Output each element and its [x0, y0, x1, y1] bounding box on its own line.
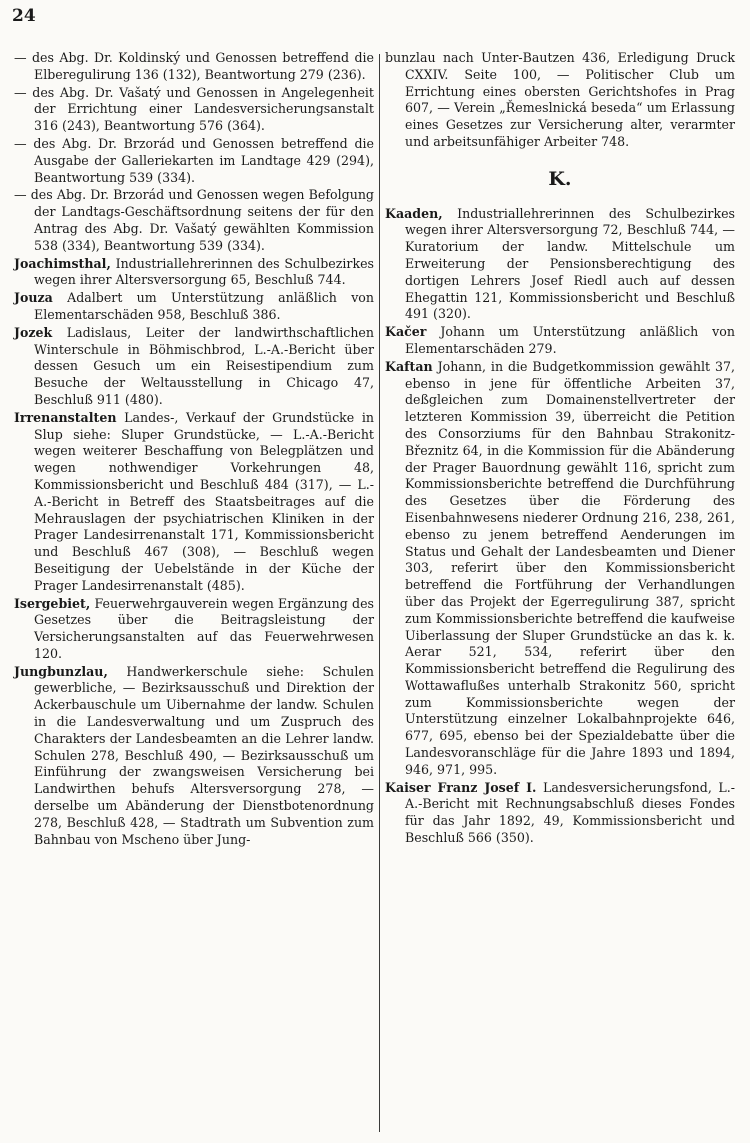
index-entry: [14, 256, 374, 290]
index-entry: [14, 50, 374, 84]
index-entry: [385, 780, 735, 847]
entry-text: Landes-, Verkauf der Grundstücke in Slup siehe: Sluper Grundstücke, — L.-A.-Bericht wegen weiterer Beschaffung von Belegplätzen und wegen nothwendiger Vorkehrungen 48, Kommissionsbericht und Beschluß 484 (317), — L.-A.-Bericht in Betreff des Staatsbeitrages auf die Mehrauslagen der psychiatrischen Kliniken in der Prager Landesirrenanstalt 171, Kommissionsbericht und Beschluß 467 (308), — Beschluß wegen Beseitigung der Uebelstände in der Küche der Prager Landesirrenanstalt (485).: [34, 409, 374, 593]
entry-head: Jungbunzlau,: [14, 663, 108, 679]
entry-head: Kaftan: [385, 358, 433, 374]
entry-text: Industriallehrerinnen des Schulbezirkes wegen ihrer Altersversorgung 72, Beschluß 744, — Kuratorium der landw. Mittelschule um Erweiterung der Pensionsberechtigung des dortigen Lehrers Josef Riedl auch auf dessen Ehegattin 121, Kommissionsbericht und Beschluß 491 (320).: [405, 205, 735, 322]
entry-head: Irrenanstalten: [14, 409, 117, 425]
entry-text: — des Abg. Dr. Vašatý und Genossen in Angelegenheit der Errichtung einer Landesversicherungsanstalt 316 (243), Beantwortung 576 (364).: [14, 84, 374, 134]
index-entry: [385, 359, 735, 779]
entry-head: Kaiser Franz Josef I.: [385, 779, 537, 795]
entry-text: Ladislaus, Leiter der landwirthschaftlichen Winterschule in Böhmischbrod, L.-A.-Bericht über dessen Gesuch um ein Reisestipendium zum Besuche der Weltausstellung in Chicago 47, Beschluß 911 (480).: [34, 324, 374, 407]
entry-text: Adalbert um Unterstützung anläßlich von Elementarschäden 958, Beschluß 386.: [34, 290, 374, 322]
right-column: [385, 50, 735, 848]
entry-head: Jouza: [14, 290, 53, 306]
index-entry: [14, 664, 374, 849]
entry-head: Joachimsthal,: [14, 255, 111, 271]
section-letter: K.: [548, 167, 572, 190]
index-entry: [14, 85, 374, 135]
index-entry: [14, 290, 374, 324]
entry-text: bunzlau nach Unter-Bautzen 436, Erledigung Druck CXXIV. Seite 100, — Politischer Club um Errichtung eines obersten Gerichtshofes in Prag 607, — Verein „Řemeslnická beseda“ um Erlassung eines Gesetzes zur Versicherung alter, verarmter und arbeitsunfähiger Arbeiter 748.: [385, 50, 735, 149]
index-entry: [385, 206, 735, 324]
index-entry: [14, 410, 374, 595]
index-entry: [385, 324, 735, 358]
entry-head: Isergebiet,: [14, 595, 91, 611]
entry-text: Landesversicherungsfond, L.-A.-Bericht mit Rechnungsabschluß dieses Fondes für das Jahr 1892, 49, Kommissionsbericht und Beschluß 566 (350).: [405, 779, 735, 846]
index-entry: [385, 50, 735, 151]
entry-text: Industriallehrerinnen des Schulbezirkes wegen ihrer Altersversorgung 65, Beschluß 744.: [34, 255, 374, 288]
entry-head: Jozek: [14, 324, 53, 340]
left-column: [14, 50, 374, 849]
entry-text: Johann um Unterstützung anläßlich von Elementarschäden 279.: [405, 324, 735, 356]
entry-text: Johann, in die Budgetkommission gewählt 37, ebenso in jene für öffentliche Arbeiten 37, deßgleichen zum Domainenstellvertreter der letzteren Kommission 39, überreicht die Petition des Consorziums für den Bahnbau Strakonitz-Březnitz 64, in die Kommission für die Abänderung der Prager Bauordnung gewählt 116, spricht zum Kommissionsberichte betreffend die Durchführung des Gesetzes über die Förderung des Eisenbahnwesens niederer Ordnung 216, 238, 261, ebenso zu jenem betreffend Aenderungen im Status und Gehalt der Landesbeamten und Diener 303, referirt über den Kommissionsbericht betreffend die Fortführung der Verhandlungen über das Projekt der Egerregulirung 387, spricht zum Kommissionsberichte betreffend die kaufweise Uiberlassung der Sluper Grundstücke an das k. k. Aerar 521, 534, referirt über den Kommissionsbericht betreffend die Regulirung des Wottawaflußes unterhalb Strakonitz 560, spricht zum Kommissionsberichte wegen der Unterstützung einzelner Lokalbahnprojekte 646, 677, 695, ebenso bei der Spezialdebatte über die Landesvoranschläge für die Jahre 1893 und 1894, 946, 971, 995.: [405, 358, 735, 777]
index-entry: [14, 187, 374, 254]
entry-text: — des Abg. Dr. Brzorád und Genossen wegen Befolgung der Landtags-Geschäftsordnung seitens der für den Antrag des Abg. Dr. Vašatý gewählten Kommission 538 (334), Beantwortung 539 (334).: [14, 187, 374, 253]
entry-text: Handwerkerschule siehe: Schulen gewerbliche, — Bezirksausschuß und Direktion der Ackerbauschule um Uibernahme der landw. Schulen in die Landesverwaltung und um Zuspruch des Charakters der Landesbeamten an die Lehrer landw. Schulen 278, Beschluß 490, — Bezirksausschuß um Einführung der zwangsweisen Versicherung bei Landwirthen behufs Altersversorgung 278, — derselbe um Abänderung der Dienstbotenordnung 278, Beschluß 428, — Stadtrath um Subvention zum Bahnbau von Mscheno über Jung-: [34, 663, 374, 847]
entry-head: Kaaden,: [385, 205, 443, 221]
index-entry: [14, 596, 374, 663]
entry-head: Kačer: [385, 324, 427, 340]
index-entry: [14, 325, 374, 409]
entry-text: — des Abg. Dr. Brzorád und Genossen betreffend die Ausgabe der Galleriekarten im Landtage 429 (294), Beantwortung 539 (334).: [14, 135, 374, 185]
entry-text: Feuerwehrgauverein wegen Ergänzung des Gesetzes über die Beitragsleistung der Versicherungsanstalten auf das Feuerwehrwesen 120.: [34, 595, 374, 661]
index-entry: [14, 136, 374, 186]
column-divider: [379, 54, 380, 1132]
page-number: 24: [12, 6, 36, 26]
entry-text: — des Abg. Dr. Koldinský und Genossen betreffend die Elberegulirung 136 (132), Beantwortung 279 (236).: [14, 50, 374, 82]
